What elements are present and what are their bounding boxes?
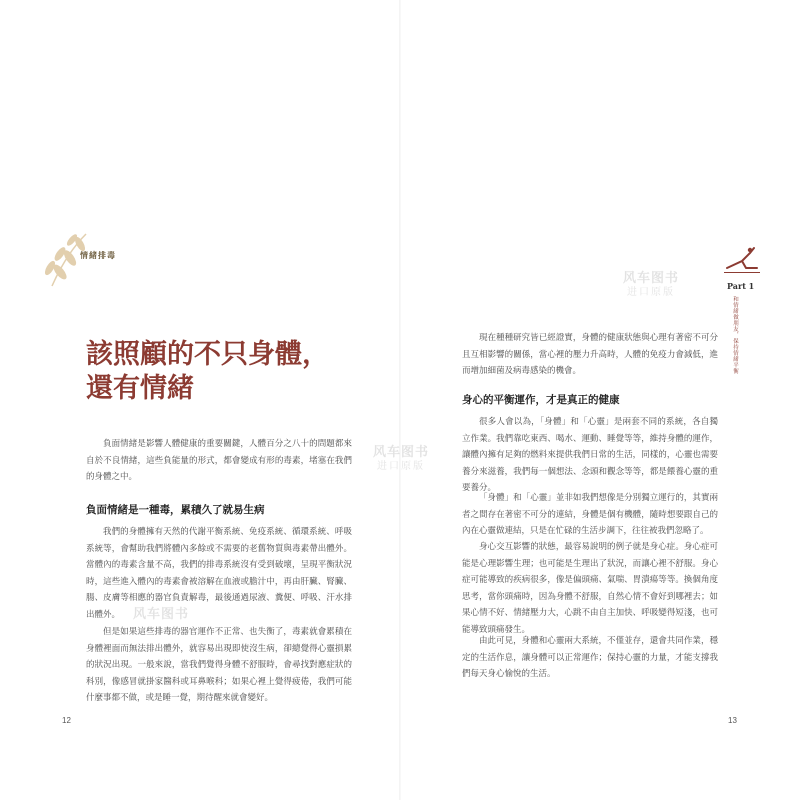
title-line-2: 還有情緒 xyxy=(86,373,194,404)
watermark xyxy=(606,272,696,300)
intro-paragraph: 現在種種研究皆已經證實，身體的健康狀態與心理有著密不可分且互相影響的關係，當心裡的壓力升高時，人體的免疫力會減低，進而增加細菌及病毒感染的機會。 xyxy=(462,333,718,376)
watermark-line-1: 风车图书 xyxy=(372,445,429,460)
watermark xyxy=(356,446,446,474)
page-gutter xyxy=(399,0,401,800)
intro-paragraph: 負面情緒是影響人體健康的重要關鍵，人體百分之八十的問題都來自於不良情緒，這些負能量的形式，都會變成有形的毒素，堵塞在我們的身體之中。 xyxy=(86,439,352,482)
section-heading-left: 負面情緒是一種毒，累積久了就易生病 xyxy=(86,504,265,516)
page-title xyxy=(86,338,376,406)
watermark-line-2: 进口原版 xyxy=(377,461,425,472)
part-label: Part 1 xyxy=(727,281,755,291)
page-number-left: 12 xyxy=(62,716,71,725)
body-paragraph: 很多人會以為，「身體」和「心靈」是兩套不同的系統，各自獨立作業。我們靠吃東西、喝水、運動、睡覺等等，維持身體的運作，讓體內擁有足夠的燃料來提供我們日常的生活，同樣的，心靈也需要養分來滋養，我們每一個想法、念頭和觀念等等，都是餵養心靈的重要養分。 xyxy=(462,417,718,493)
part-subtitle: 和情緒做朋友，保持情緒平衡 xyxy=(732,296,738,374)
body-paragraph: 由此可見，身體和心靈兩大系統，不僅並存，還會共同作業，穩定的生活作息，讓身體可以正常運作；保持心靈的力量，才能支撐我們每天身心愉悅的生活。 xyxy=(462,636,718,679)
yoga-figure-icon xyxy=(724,246,760,276)
section-heading-right: 身心的平衡運作，才是真正的健康 xyxy=(462,394,620,406)
title-line-1: 該照顧的不只身體， xyxy=(86,339,329,370)
body-paragraph: 「身體」和「心靈」並非如我們想像是分別獨立運行的，其實兩者之間存在著密不可分的連結，身體是個有機體，隨時想要跟自己的內在心靈做連結，只是在忙碌的生活步調下，往往被我們忽略了。 xyxy=(462,493,718,536)
body-paragraph: 但是如果這些排毒的器官運作不正常、也失衡了，毒素就會累積在身體裡面而無法排出體外，就容易出現即使沒生病，卻總覺得心靈損累的狀況出現。一般來說，當我們覺得身體不舒服時，會尋找對應症狀的科別，像感冒就掛家醫科或耳鼻喉科；如果心裡上覺得疲倦，我們可能什麼事都不做，或是睡一覺，期待醒來就會變好。 xyxy=(86,627,352,703)
watermark-line-1: 风车图书 xyxy=(132,607,189,622)
page-number-right: 13 xyxy=(728,716,737,725)
section-tag: 情緒排毒 xyxy=(80,250,116,260)
body-paragraph: 我們的身體擁有天然的代謝平衡系統、免疫系統、循環系統、呼吸系統等，會幫助我們將體內多餘或不需要的老舊物質與毒素帶出體外。當體內的毒素含量不高，我們的排毒系統沒有受到破壞，呈現平衡狀況時，這些進入體內的毒素會被溶解在血液或膽汁中，再由肝臟、腎臟、腸、皮膚等相應的器官負責解毒，最後通過尿液、糞便、呼吸、汗水排出體外。 xyxy=(86,527,352,620)
watermark-line-1: 风车图书 xyxy=(622,271,679,286)
watermark-line-2: 进口原版 xyxy=(627,287,675,298)
watermark xyxy=(116,608,206,622)
body-paragraph: 身心交互影響的狀態，最容易說明的例子就是身心症。身心症可能是心理影響生理；也可能是生理出了狀況，而讓心裡不舒服。身心症可能導致的疾病很多，像是偏頭痛、氣喘、胃潰瘍等等。換個角度思考，當你頭痛時，因為身體不舒服，自然心情不會好到哪裡去；如果心情不好、情緒壓力大，心跳不由自主加快、呼吸變得短淺，也可能導致頭痛發生。 xyxy=(462,542,718,635)
